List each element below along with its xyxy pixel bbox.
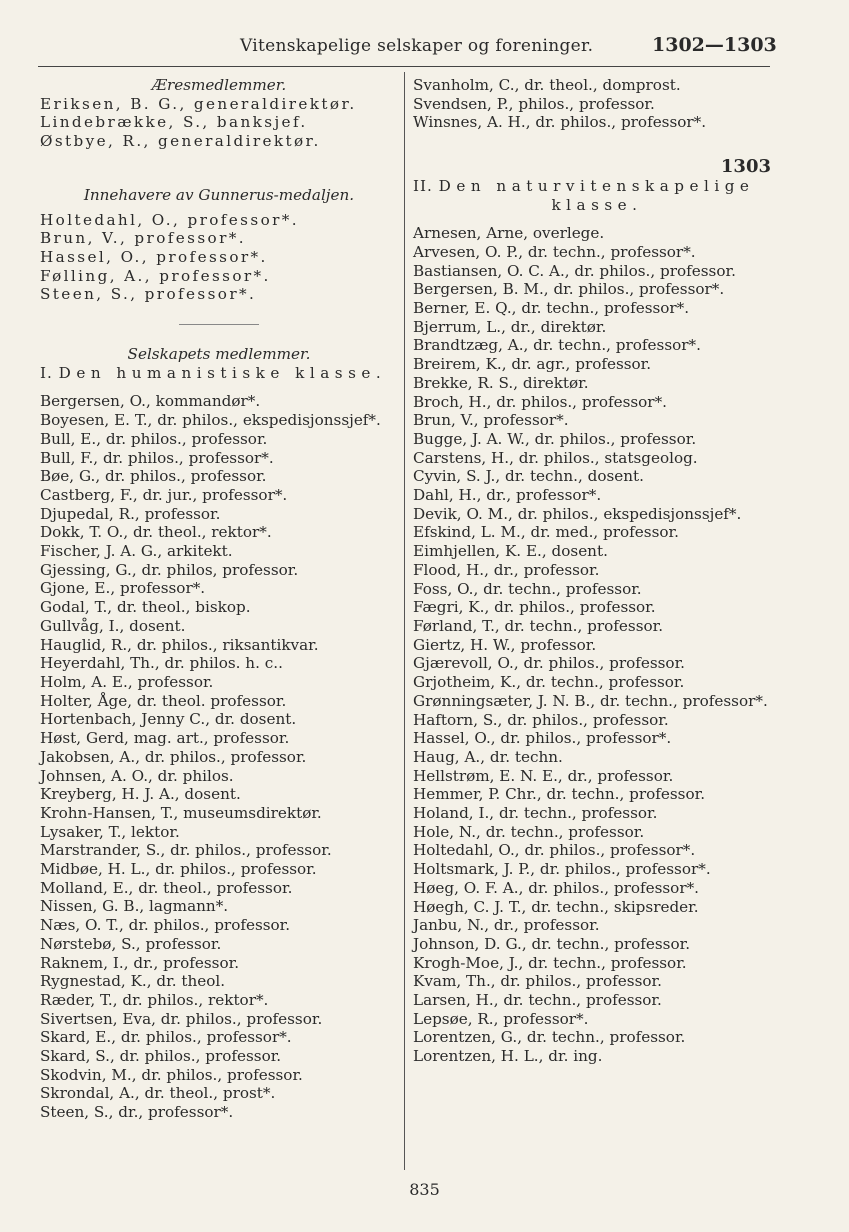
member-entry: Foss, O., dr. techn., professor. [413, 579, 642, 598]
member-entry: Johnson, D. G., dr. techn., professor. [413, 934, 691, 953]
class-name-line2: klasse. [551, 195, 643, 214]
member-entry: Steen, S., dr., professor*. [40, 1103, 234, 1122]
member-entry: Molland, E., dr. theol., professor. [40, 878, 293, 897]
member-entry: Gjærevoll, O., dr. philos., professor. [413, 654, 685, 673]
member-entry: Grønningsæter, J. N. B., dr. techn., professor*. [413, 691, 768, 710]
class-name-line1: Den naturvitenskapelige [438, 176, 755, 195]
member-entry: Eriksen, B. G., generaldirektør. [40, 94, 357, 113]
running-title: Vitenskapelige selskaper og foreninger. [240, 36, 594, 56]
honorary-heading: Æresmedlemmer. [151, 76, 287, 94]
class-heading-humanistic [40, 364, 398, 383]
member-entry: Janbu, N., dr., professor. [413, 916, 600, 935]
member-entry: Castberg, F., dr. jur., professor*. [40, 485, 288, 504]
member-entry: Lorentzen, G., dr. techn., professor. [413, 1028, 686, 1047]
member-entry: Ræder, T., dr. philos., rektor*. [40, 990, 269, 1009]
member-entry: Skard, E., dr. philos., professor*. [40, 1028, 292, 1047]
member-entry: Svanholm, C., dr. theol., domprost. [413, 76, 681, 94]
member-entry: Larsen, H., dr. techn., professor. [413, 991, 662, 1010]
member-entry: Bull, E., dr. philos., professor. [40, 429, 268, 448]
honorary-list [40, 95, 398, 151]
class-heading-natural-science [413, 177, 781, 196]
member-entry: Holm, A. E., professor. [40, 672, 214, 691]
member-entry: Sivertsen, Eva, dr. philos., professor. [40, 1009, 323, 1028]
member-entry: Devik, O. M., dr. philos., ekspedisjonssjef*. [413, 504, 742, 523]
member-entry: Fischer, J. A. G., arkitekt. [40, 542, 233, 561]
member-entry: Gullvåg, I., dosent. [40, 616, 186, 635]
member-entry: Næs, O. T., dr. philos., professor. [40, 916, 291, 935]
member-entry: Høeg, O. F. A., dr. philos., professor*. [413, 878, 699, 897]
member-entry: Raknem, I., dr., professor. [40, 953, 240, 972]
member-entry: Haftorn, S., dr. philos., professor. [413, 710, 669, 729]
member-entry: Boyesen, E. T., dr. philos., ekspedisjonssjef*. [40, 411, 381, 430]
member-entry: Bugge, J. A. W., dr. philos., professor. [413, 429, 697, 448]
member-entry: Giertz, H. W., professor. [413, 635, 597, 654]
page-range: 1302—1303 [652, 34, 777, 56]
header-rule [38, 66, 770, 67]
member-entry: Brun, V., professor*. [413, 411, 569, 430]
member-entry: Høst, Gerd, mag. art., professor. [40, 729, 290, 748]
gunnerus-heading: Innehavere av Gunnerus-medaljen. [83, 185, 355, 204]
member-entry: Holtedahl, O., professor*. [40, 210, 299, 229]
member-entry: Brekke, R. S., direktør. [413, 373, 589, 392]
member-entry: Lindebrække, S., banksjef. [40, 113, 308, 132]
member-entry: Djupedal, R., professor. [40, 504, 221, 523]
member-entry: Marstrander, S., dr. philos., professor. [40, 841, 332, 860]
right-column [413, 76, 781, 1066]
member-entry: Kvam, Th., dr. philos., professor. [413, 972, 662, 991]
member-entry: Arnesen, Arne, overlege. [413, 224, 605, 243]
member-entry: Østbye, R., generaldirektør. [40, 132, 321, 151]
member-entry: Nissen, G. B., lagmann*. [40, 897, 229, 916]
member-entry: Fægri, K., dr. philos., professor. [413, 598, 656, 617]
member-entry: Hauglid, R., dr. philos., riksantikvar. [40, 635, 319, 654]
member-entry: Eimhjellen, K. E., dosent. [413, 542, 608, 561]
member-entry: Heyerdahl, Th., dr. philos. h. c.. [40, 654, 283, 673]
member-entry: Carstens, H., dr. philos., statsgeolog. [413, 448, 698, 467]
humanistic-members-list [40, 392, 398, 1121]
member-entry: Winsnes, A. H., dr. philos., professor*. [413, 113, 707, 132]
member-entry: Skodvin, M., dr. philos., professor. [40, 1065, 303, 1084]
gunnerus-list [40, 211, 398, 305]
member-entry: Jakobsen, A., dr. philos., professor. [40, 747, 307, 766]
member-entry: Dahl, H., dr., professor*. [413, 486, 602, 505]
natural-science-members-list [413, 224, 781, 1066]
member-entry: Holtedahl, O., dr. philos., professor*. [413, 841, 696, 860]
member-entry: Holand, I., dr. techn., professor. [413, 804, 658, 823]
member-entry: Holter, Åge, dr. theol. professor. [40, 691, 287, 710]
member-entry: Krohn-Hansen, T., museumsdirektør. [40, 803, 322, 822]
member-entry: Bergersen, B. M., dr. philos., professor*. [413, 280, 725, 299]
member-entry: Bastiansen, O. C. A., dr. philos., professor. [413, 261, 736, 280]
page-number-1303: 1303 [720, 156, 771, 178]
member-entry: Lepsøe, R., professor*. [413, 1009, 589, 1028]
class-number: II. [413, 176, 433, 195]
member-entry: Cyvin, S. J., dr. techn., dosent. [413, 467, 644, 486]
member-entry: Følling, A., professor*. [40, 266, 271, 285]
member-entry: Hellstrøm, E. N. E., dr., professor. [413, 766, 674, 785]
page-footer-number: 835 [409, 1180, 440, 1199]
member-entry: Bergersen, O., kommandør*. [40, 392, 261, 411]
member-entry: Hassel, O., professor*. [40, 247, 268, 266]
member-entry: Efskind, L. M., dr. med., professor. [413, 523, 679, 542]
member-entry: Breirem, K., dr. agr., professor. [413, 355, 652, 374]
member-entry: Brun, V., professor*. [40, 229, 246, 248]
class-name: Den humanistiske klasse. [58, 363, 387, 382]
members-heading: Selskapets medlemmer. [127, 345, 311, 364]
column-divider [404, 72, 405, 1170]
member-entry: Broch, H., dr. philos., professor*. [413, 392, 667, 411]
left-column [40, 76, 398, 1122]
member-entry: Bull, F., dr. philos., professor*. [40, 448, 274, 467]
member-entry: Holtsmark, J. P., dr. philos., professor*. [413, 860, 711, 879]
member-entry: Hole, N., dr. techn., professor. [413, 822, 645, 841]
member-entry: Skard, S., dr. philos., professor. [40, 1047, 282, 1066]
class-number: I. [40, 363, 53, 382]
member-entry: Lysaker, T., lektor. [40, 822, 180, 841]
member-entry: Skrondal, A., dr. theol., prost*. [40, 1084, 276, 1103]
member-entry: Høegh, C. J. T., dr. techn., skipsreder. [413, 897, 699, 916]
member-entry: Lorentzen, H. L., dr. ing. [413, 1047, 603, 1066]
member-entry: Krogh-Moe, J., dr. techn., professor. [413, 953, 687, 972]
member-entry: Haug, A., dr. techn. [413, 747, 563, 766]
member-entry: Hassel, O., dr. philos., professor*. [413, 729, 672, 748]
member-entry: Rygnestad, K., dr. theol. [40, 972, 226, 991]
member-entry: Midbøe, H. L., dr. philos., professor. [40, 860, 317, 879]
member-entry: Nørstebø, S., professor. [40, 934, 222, 953]
member-entry: Johnsen, A. O., dr. philos. [40, 766, 234, 785]
member-entry: Brandtzæg, A., dr. techn., professor*. [413, 336, 701, 355]
member-entry: Førland, T., dr. techn., professor. [413, 616, 664, 635]
member-entry: Dokk, T. O., dr. theol., rektor*. [40, 523, 272, 542]
member-entry: Grjotheim, K., dr. techn., professor. [413, 673, 685, 692]
member-entry: Arvesen, O. P., dr. techn., professor*. [413, 242, 696, 261]
member-entry: Berner, E. Q., dr. techn., professor*. [413, 299, 690, 318]
member-entry: Bjerrum, L., dr., direktør. [413, 317, 607, 336]
running-header [0, 34, 849, 64]
member-entry: Flood, H., dr., professor. [413, 560, 600, 579]
member-entry: Svendsen, P., philos., professor. [413, 94, 655, 113]
member-entry: Godal, T., dr. theol., biskop. [40, 598, 251, 617]
continued-members-list [413, 76, 781, 132]
member-entry: Gjessing, G., dr. philos, professor. [40, 560, 299, 579]
member-entry: Kreyberg, H. J. A., dosent. [40, 785, 241, 804]
member-entry: Hortenbach, Jenny C., dr. dosent. [40, 710, 297, 729]
member-entry: Gjone, E., professor*. [40, 579, 206, 598]
member-entry: Hemmer, P. Chr., dr. techn., professor. [413, 785, 706, 804]
member-entry: Steen, S., professor*. [40, 285, 257, 304]
member-entry: Bøe, G., dr. philos., professor. [40, 467, 267, 486]
